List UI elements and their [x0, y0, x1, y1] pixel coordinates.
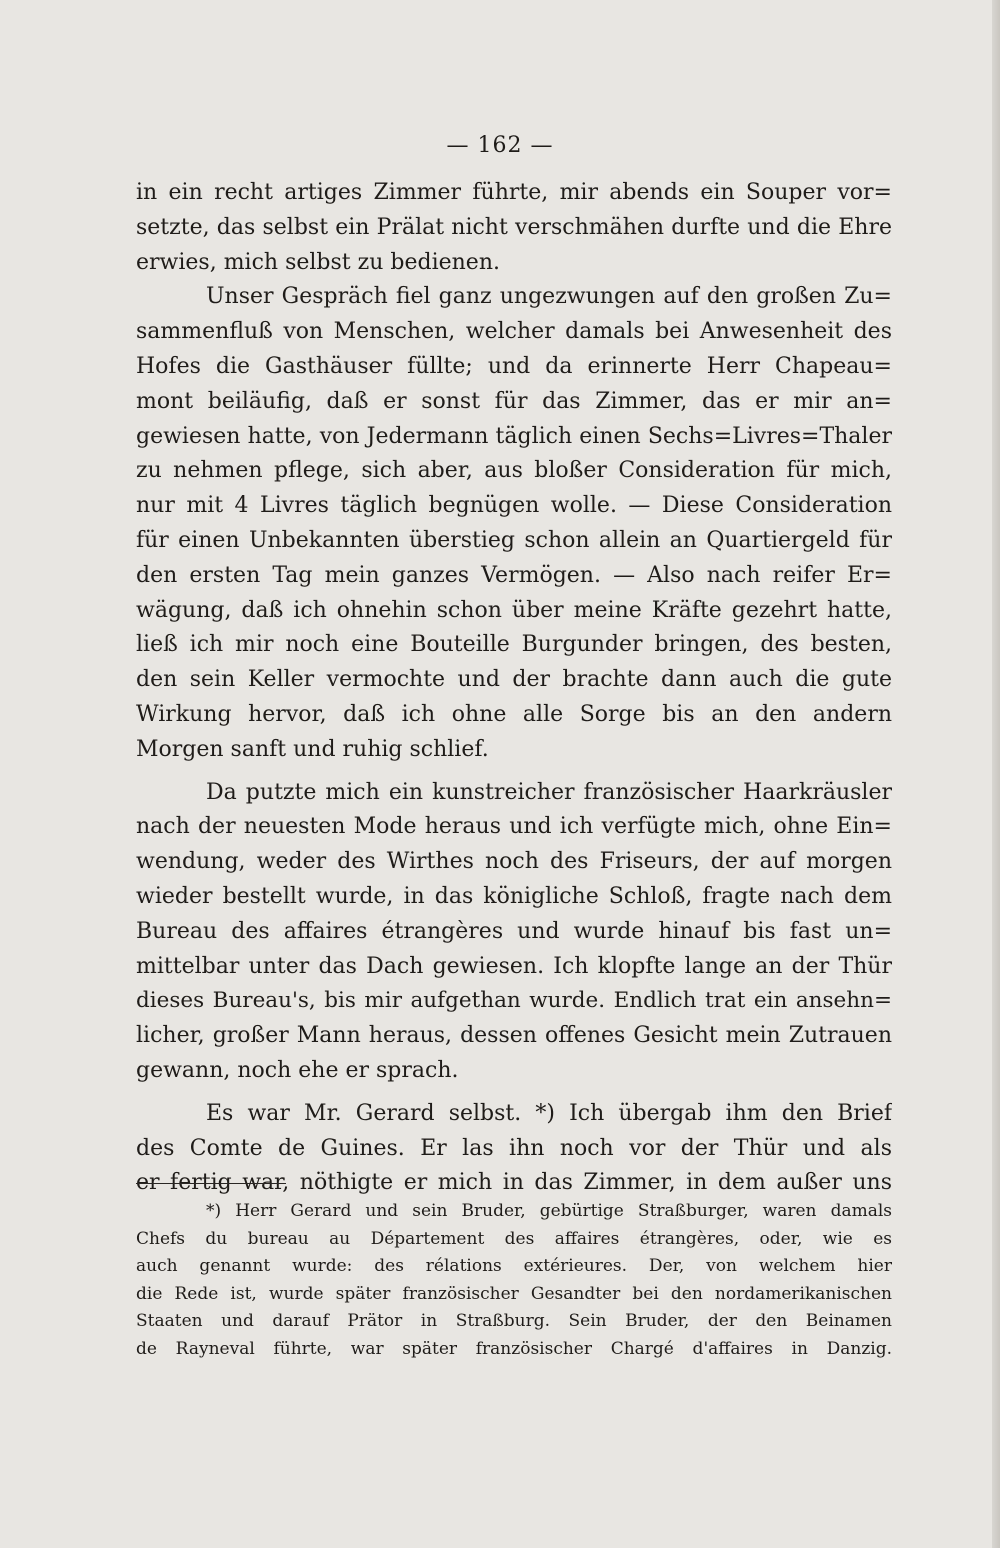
- footnote-line: die Rede ist, wurde später französischer Gesandter bei den nordamerikanischen: [136, 1283, 892, 1304]
- text-line: Es war Mr. Gerard selbst. *) Ich übergab ihm den Brief: [206, 1100, 892, 1126]
- text-line: gewiesen hatte, von Jedermann täglich einen Sechs=Livres=Thaler: [136, 423, 892, 449]
- text-line: für einen Unbekannten überstieg schon allein an Quartiergeld für: [136, 527, 892, 553]
- text-line: wendung, weder des Wirthes noch des Friseurs, der auf morgen: [136, 849, 892, 875]
- footnote-line: Staaten und darauf Prätor in Straßburg. Sein Bruder, der den Beinamen: [136, 1311, 892, 1331]
- paragraph-gap: [136, 1089, 892, 1097]
- text-line: er fertig war, nöthigte er mich in das Zimmer, in dem außer uns: [136, 1170, 892, 1196]
- text-line: den sein Keller vermochte und der brachte dann auch die gute: [136, 667, 892, 693]
- text-line: wägung, daß ich ohnehin schon über meine Kräfte gezehrt hatte,: [136, 597, 892, 623]
- text-line: setzte, das selbst ein Prälat nicht verschmähen durfte und die Ehre: [136, 214, 892, 240]
- text-line: des Comte de Guines. Er las ihn noch vor der Thür und als: [136, 1135, 892, 1161]
- footnote-rule: [136, 1183, 286, 1184]
- footnote-line: auch genannt wurde: des rélations extérieures. Der, von welchem hier: [136, 1256, 892, 1276]
- text-line: Wirkung hervor, daß ich ohne alle Sorge bis an den andern: [136, 701, 892, 727]
- paragraph-gap: [136, 768, 892, 776]
- text-line: sammenfluß von Menschen, welcher damals bei Anwesenheit des: [136, 319, 892, 345]
- page-edge: [992, 0, 1000, 1548]
- text-line: licher, großer Mann heraus, dessen offenes Gesicht mein Zutrauen: [136, 1023, 892, 1049]
- text-line: Morgen sanft und ruhig schlief.: [136, 736, 489, 762]
- text-line: den ersten Tag mein ganzes Vermögen. — Also nach reifer Er=: [136, 562, 892, 588]
- text-line: Unser Gespräch fiel ganz ungezwungen auf den großen Zu=: [206, 284, 892, 310]
- text-line: zu nehmen pflege, sich aber, aus bloßer Consideration für mich,: [136, 458, 892, 484]
- text-line: ließ ich mir noch eine Bouteille Burgunder bringen, des besten,: [136, 632, 892, 658]
- body-text: [136, 176, 892, 1201]
- footnote-line: Chefs du bureau au Département des affaires étrangères, oder, wie es: [136, 1228, 892, 1249]
- page-number: — 162 —: [446, 133, 554, 158]
- text-line: nur mit 4 Livres täglich begnügen wolle. — Diese Consideration: [136, 493, 892, 519]
- text-line: mont beiläufig, daß er sonst für das Zimmer, das er mir an=: [136, 388, 892, 414]
- text-line: nach der neuesten Mode heraus und ich verfügte mich, ohne Ein=: [136, 814, 892, 840]
- footnote-line: *) Herr Gerard und sein Bruder, gebürtige Straßburger, waren damals: [206, 1201, 892, 1221]
- text-line: mittelbar unter das Dach gewiesen. Ich klopfte lange an der Thür: [136, 953, 892, 979]
- text-line: Hofes die Gasthäuser füllte; und da erinnerte Herr Chapeau=: [136, 353, 892, 379]
- footnote-line: de Rayneval führte, war später französischer Chargé d'affaires in Danzig.: [136, 1338, 892, 1359]
- text-line: gewann, noch ehe er sprach.: [136, 1057, 459, 1083]
- footnote: [136, 1198, 892, 1363]
- text-line: wieder bestellt wurde, in das königliche Schloß, fragte nach dem: [136, 883, 892, 909]
- text-line: Bureau des affaires étrangères und wurde hinauf bis fast un=: [136, 918, 892, 944]
- text-line: in ein recht artiges Zimmer führte, mir abends ein Souper vor=: [136, 180, 892, 205]
- text-line: dieses Bureau's, bis mir aufgethan wurde. Endlich trat ein ansehn=: [136, 988, 892, 1014]
- text-line: erwies, mich selbst zu bedienen.: [136, 249, 500, 275]
- text-line: Da putzte mich ein kunstreicher französischer Haarkräusler: [206, 779, 892, 805]
